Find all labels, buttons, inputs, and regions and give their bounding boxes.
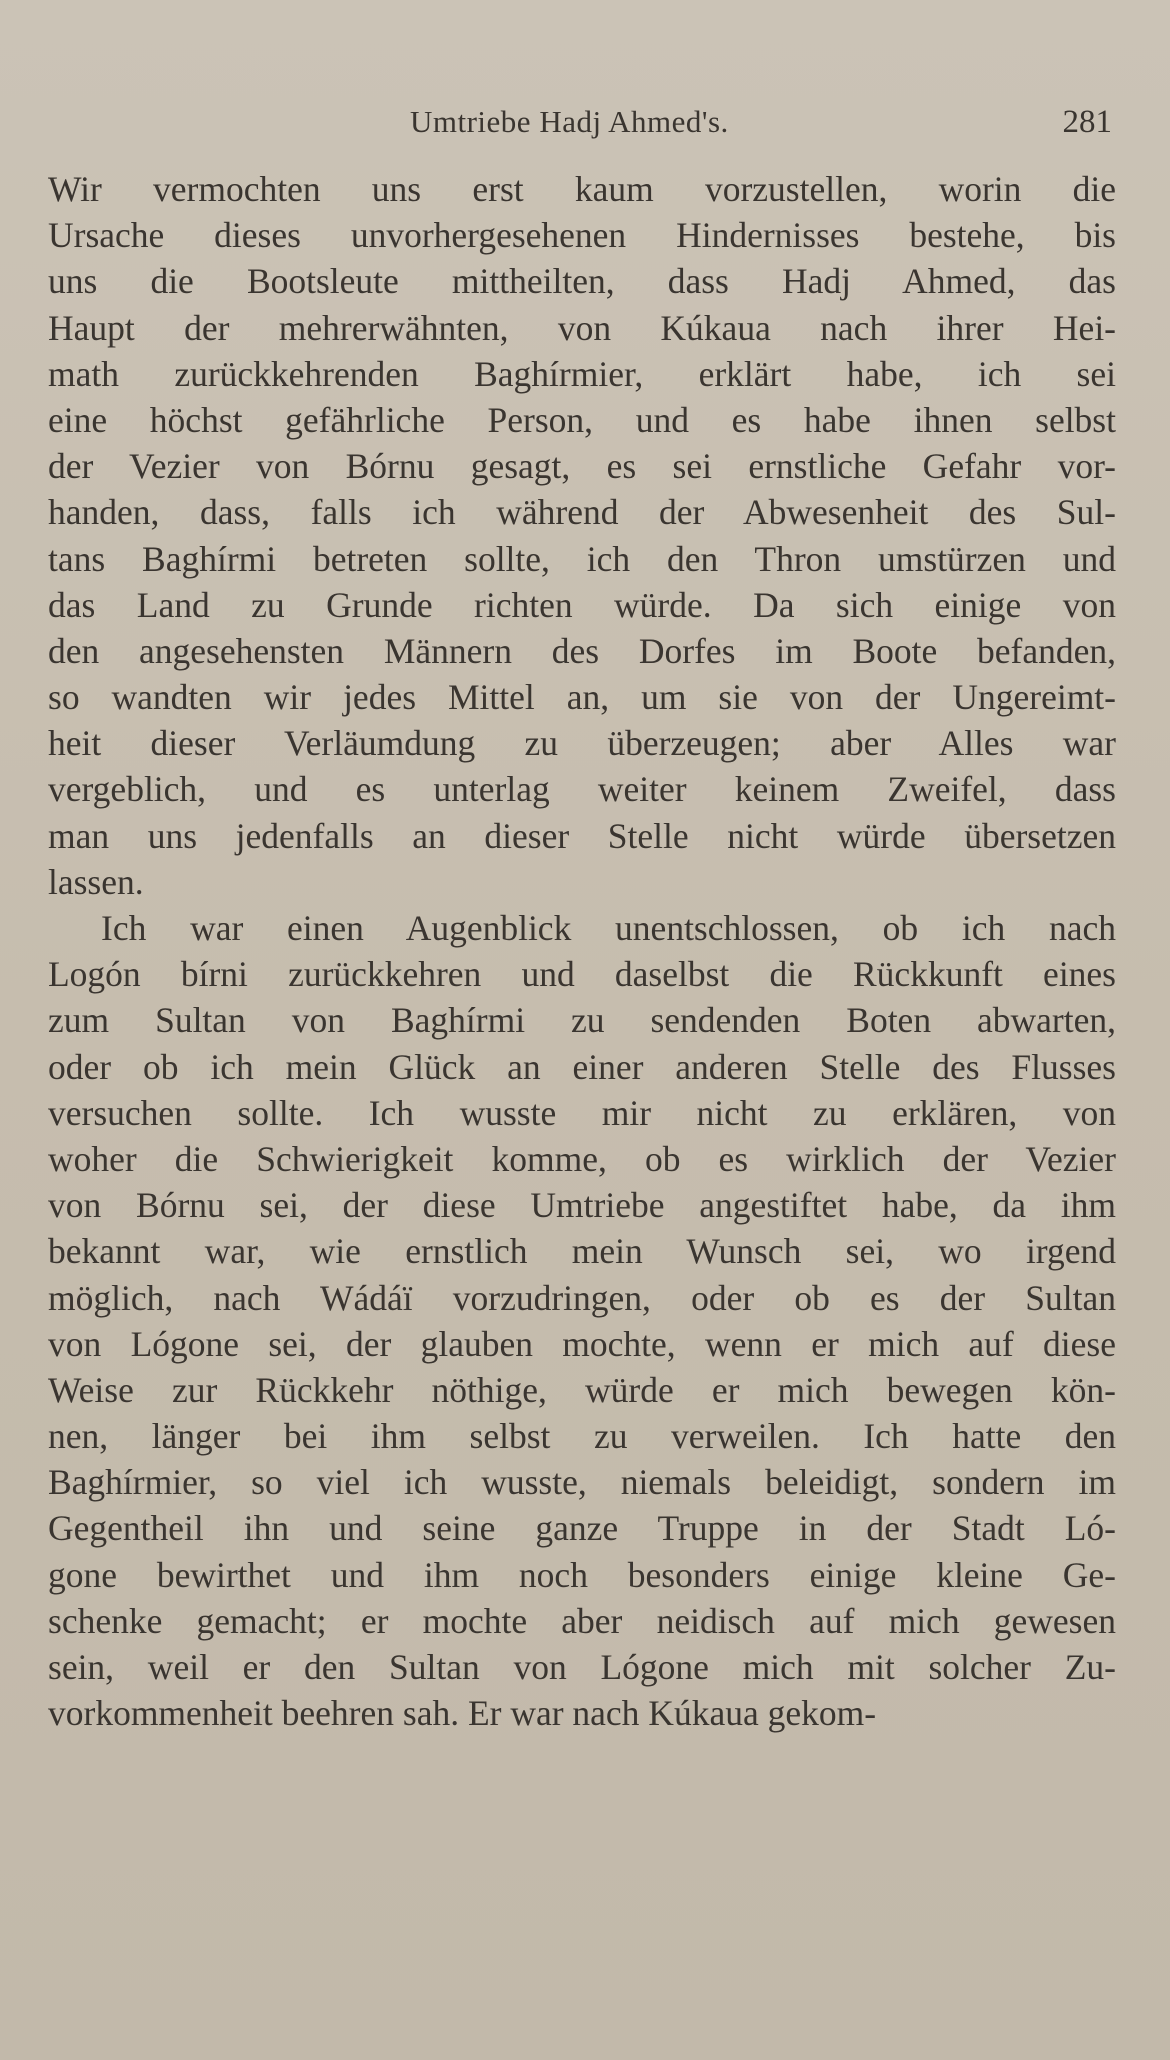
text-line: eine höchst gefährliche Person, und es habe ihnen selbst bbox=[48, 399, 1116, 440]
text-line: Haupt der mehrerwähnten, von Kúkaua nach ihrer Hei- bbox=[48, 307, 1116, 348]
text-line: gone bewirthet und ihm noch besonders einige kleine Ge- bbox=[48, 1554, 1116, 1595]
text-line: Wir vermochten uns erst kaum vorzustellen, worin die bbox=[48, 169, 1116, 209]
text-line: Baghírmier, so viel ich wusste, niemals beleidigt, sondern im bbox=[48, 1462, 1116, 1503]
text-line: so wandten wir jedes Mittel an, um sie von der Ungereimt- bbox=[48, 677, 1116, 718]
text-line: den angesehensten Männern des Dorfes im Boote befanden, bbox=[48, 630, 1116, 671]
running-head bbox=[0, 104, 1170, 144]
text-line: versuchen sollte. Ich wusste mir nicht zu erklären, von bbox=[48, 1092, 1116, 1133]
text-line: Weise zur Rückkehr nöthige, würde er mich bewegen kön- bbox=[48, 1369, 1116, 1410]
text-line: vergeblich, und es unterlag weiter keinem Zweifel, dass bbox=[48, 769, 1116, 810]
text-line: nen, länger bei ihm selbst zu verweilen. Ich hatte den bbox=[48, 1416, 1116, 1457]
text-line: heit dieser Verläumdung zu überzeugen; aber Alles war bbox=[48, 723, 1116, 764]
running-title: Umtriebe Hadj Ahmed's. bbox=[410, 104, 729, 139]
text-line: Logón bírni zurückkehren und daselbst die Rückkunft eines bbox=[48, 954, 1116, 995]
page-number: 281 bbox=[1062, 104, 1112, 140]
paragraph bbox=[48, 166, 1116, 905]
paragraph bbox=[48, 905, 1116, 1736]
text-line: von Bórnu sei, der diese Umtriebe angestiftet habe, da ihm bbox=[48, 1185, 1116, 1226]
text-line: lassen. bbox=[48, 861, 144, 902]
text-line: von Lógone sei, der glauben mochte, wenn er mich auf diese bbox=[48, 1323, 1116, 1364]
text-line: woher die Schwierigkeit komme, ob es wirklich der Vezier bbox=[48, 1138, 1116, 1179]
text-line: math zurückkehrenden Baghírmier, erklärt habe, ich sei bbox=[48, 353, 1116, 394]
text-line: bekannt war, wie ernstlich mein Wunsch sei, wo irgend bbox=[48, 1231, 1116, 1272]
text-line: tans Baghírmi betreten sollte, ich den Thron umstürzen und bbox=[48, 538, 1116, 579]
text-line: handen, dass, falls ich während der Abwesenheit des Sul- bbox=[48, 492, 1116, 533]
text-line: uns die Bootsleute mittheilten, dass Hadj Ahmed, das bbox=[48, 261, 1116, 302]
text-line: zum Sultan von Baghírmi zu sendenden Boten abwarten, bbox=[48, 1000, 1116, 1041]
text-line: das Land zu Grunde richten würde. Da sich einige von bbox=[48, 584, 1116, 625]
text-line: oder ob ich mein Glück an einer anderen Stelle des Flusses bbox=[48, 1046, 1116, 1087]
text-line: schenke gemacht; er mochte aber neidisch auf mich gewesen bbox=[48, 1600, 1116, 1641]
text-line: Gegentheil ihn und seine ganze Truppe in der Stadt Ló- bbox=[48, 1508, 1116, 1549]
text-line: man uns jedenfalls an dieser Stelle nicht würde übersetzen bbox=[48, 815, 1116, 856]
text-line: möglich, nach Wádáï vorzudringen, oder ob es der Sultan bbox=[48, 1277, 1116, 1318]
text-line: der Vezier von Bórnu gesagt, es sei ernstliche Gefahr vor- bbox=[48, 446, 1116, 487]
text-line: Ich war einen Augenblick unentschlossen, ob ich nach bbox=[101, 908, 1116, 948]
text-line: Ursache dieses unvorhergesehenen Hindernisses bestehe, bis bbox=[48, 215, 1116, 256]
body-text bbox=[48, 166, 1116, 1736]
text-line: vorkommenheit beehren sah. Er war nach Kúkaua gekom- bbox=[48, 1693, 877, 1734]
text-line: sein, weil er den Sultan von Lógone mich mit solcher Zu- bbox=[48, 1647, 1116, 1687]
